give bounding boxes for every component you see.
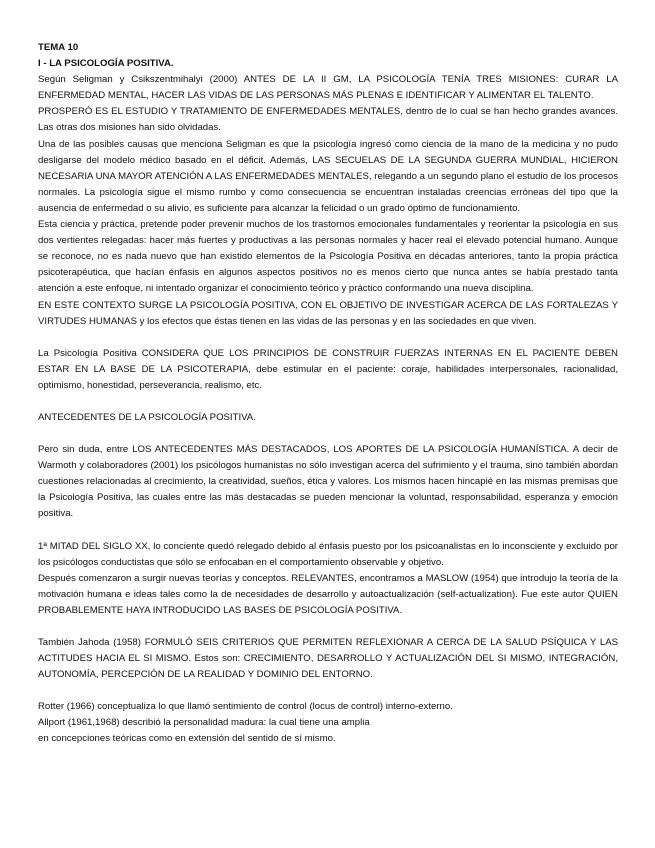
- paragraph: Una de las posibles causas que menciona Seligman es que la psicología ingresó como ciencia de la mano de la medicina y no pudo desligarse del modelo médico basado en el déficit. Además, LAS SECUELAS DE LA SEGUNDA GUERRA MUNDIAL, HICIERON NECESARIA UNA MAYOR ATENCIÓN A LAS ENFERMEDADES MENTALES, relegando a un segundo plano el estudio de los procesos normales. La psicología sigue el mismo rumbo y como consecuencia se encuentran instaladas creencias erróneas del tipo que la ausencia de enfermedad o su alivio, es suficiente para alcanzar la felicidad o un grado óptimo de funcionamiento.: [38, 138, 618, 214]
- topic-heading: TEMA 10: [38, 42, 79, 53]
- paragraph: Después comenzaron a surgir nuevas teorías y conceptos. RELEVANTES, encontramos a MASLOW (1954) que introdujo la teoría de la motivación humana e ideas tales como la de necesidades de desarrollo y autoactualización (self-actualization). Fue este autor QUIEN PROBABLEMENTE HAYA INTRODUCIDO LAS BASES DE PSICOLOGÍA POSITIVA.: [38, 572, 618, 616]
- paragraph: PROSPERÓ ES EL ESTUDIO Y TRATAMIENTO DE ENFERMEDADES MENTALES, dentro de lo cual se han hecho grandes avances. Las otras dos misiones han sido olvidadas.: [38, 106, 618, 134]
- spacer: [38, 394, 618, 410]
- paragraph-line: Allport (1961,1968) describió la personalidad madura: la cual tiene una amplia: [38, 717, 370, 729]
- spacer: [38, 523, 618, 539]
- paragraph: Rotter (1966) conceptualiza lo que llamó sentimiento de control (locus de control) interno-externo.: [38, 701, 453, 713]
- subsection-title: ANTECEDENTES DE LA PSICOLOGÍA POSITIVA.: [38, 411, 256, 423]
- spacer: [38, 619, 618, 635]
- paragraph: Pero sin duda, entre LOS ANTECEDENTES MÁS DESTACADOS, LOS APORTES DE LA PSICOLOGÍA HUMANÍSTICA. A decir de Warmoth y colaboradores (2001) los psicólogos humanistas no sólo investigan acerca del sufrimiento y el trauma, sino también abordan cuestiones relacionadas al crecimiento, la creatividad, sueños, ética y valores. Los mismos hacen hincapié en las mismas premisas que la Psicología Positiva, las cuales entre las más destacadas se pueden mencionar la voluntad, responsabilidad, esperanza y emoción positiva.: [38, 444, 618, 520]
- paragraph: Según Seligman y Csikszentmihalyi (2000) ANTES DE LA II GM, LA PSICOLOGÍA TENÍA TRES MISIONES: CURAR LA ENFERMEDAD MENTAL, HACER LAS VIDAS DE LAS PERSONAS MÁS PLENAS E IDENTIFICAR Y ALIMENTAR EL TALENTO.: [38, 74, 618, 102]
- spacer: [38, 426, 618, 442]
- paragraph: También Jahoda (1958) FORMULÓ SEIS CRITERIOS QUE PERMITEN REFLEXIONAR A CERCA DE LA SALUD PSÍQUICA Y LAS ACTITUDES HACIA EL SI MISMO. Estos son: CRECIMIENTO, DESARROLLO Y ACTUALIZACIÓN DEL SI MISMO, INTEGRACIÓN, AUTONOMÍA, PERCEPCIÓN DE LA REALIDAD Y DOMINIO DEL ENTORNO.: [38, 637, 618, 681]
- section-heading: I - LA PSICOLOGÍA POSITIVA.: [38, 58, 174, 70]
- paragraph-line: en concepciones teóricas como en extensión del sentido de sí mismo.: [38, 733, 336, 745]
- paragraph: EN ESTE CONTEXTO SURGE LA PSICOLOGÍA POSITIVA, CON EL OBJETIVO DE INVESTIGAR ACERCA DE LAS FORTALEZAS Y VIRTUDES HUMANAS y los efectos que éstas tienen en las vidas de las personas y en las sociedades en que viven.: [38, 299, 618, 327]
- paragraph: La Psicología Positiva CONSIDERA QUE LOS PRINCIPIOS DE CONSTRUIR FUERZAS INTERNAS EN EL PACIENTE DEBEN ESTAR EN LA BASE DE LA PSICOTERAPIA, debe estimular en el paciente: coraje, habilidades interpersonales, racionalidad, optimismo, honestidad, perseverancia, realismo, etc.: [38, 347, 618, 391]
- spacer: [38, 330, 618, 346]
- paragraph: 1ª MITAD DEL SIGLO XX, lo conciente quedó relegado debido al énfasis puesto por los psicoanalistas en lo inconsciente y excluido por los psicólogos conductistas que sólo se enfocaban en el comportamiento observable y objetivo.: [38, 540, 618, 568]
- spacer: [38, 683, 618, 699]
- paragraph: Esta ciencia y práctica, pretende poder prevenir muchos de los trastornos emocionales fundamentales y reorientar la psicología en sus dos vertientes relegadas: hacer más fuertes y productivas a las personas normales y hacer real el elevado potencial humano. Aunque se reconoce, no es nada nuevo que han existido elementos de la Psicología Positiva en décadas anteriores, tanto la propia práctica psicoterapéutica, que hacían énfasis en algunos aspectos positivos no es menos cierto que nunca antes se había prestado tanta atención a este enfoque, ni intentado organizar el conocimiento teórico y práctico conformando una nueva disciplina.: [38, 219, 618, 295]
- document-page: [38, 40, 618, 748]
